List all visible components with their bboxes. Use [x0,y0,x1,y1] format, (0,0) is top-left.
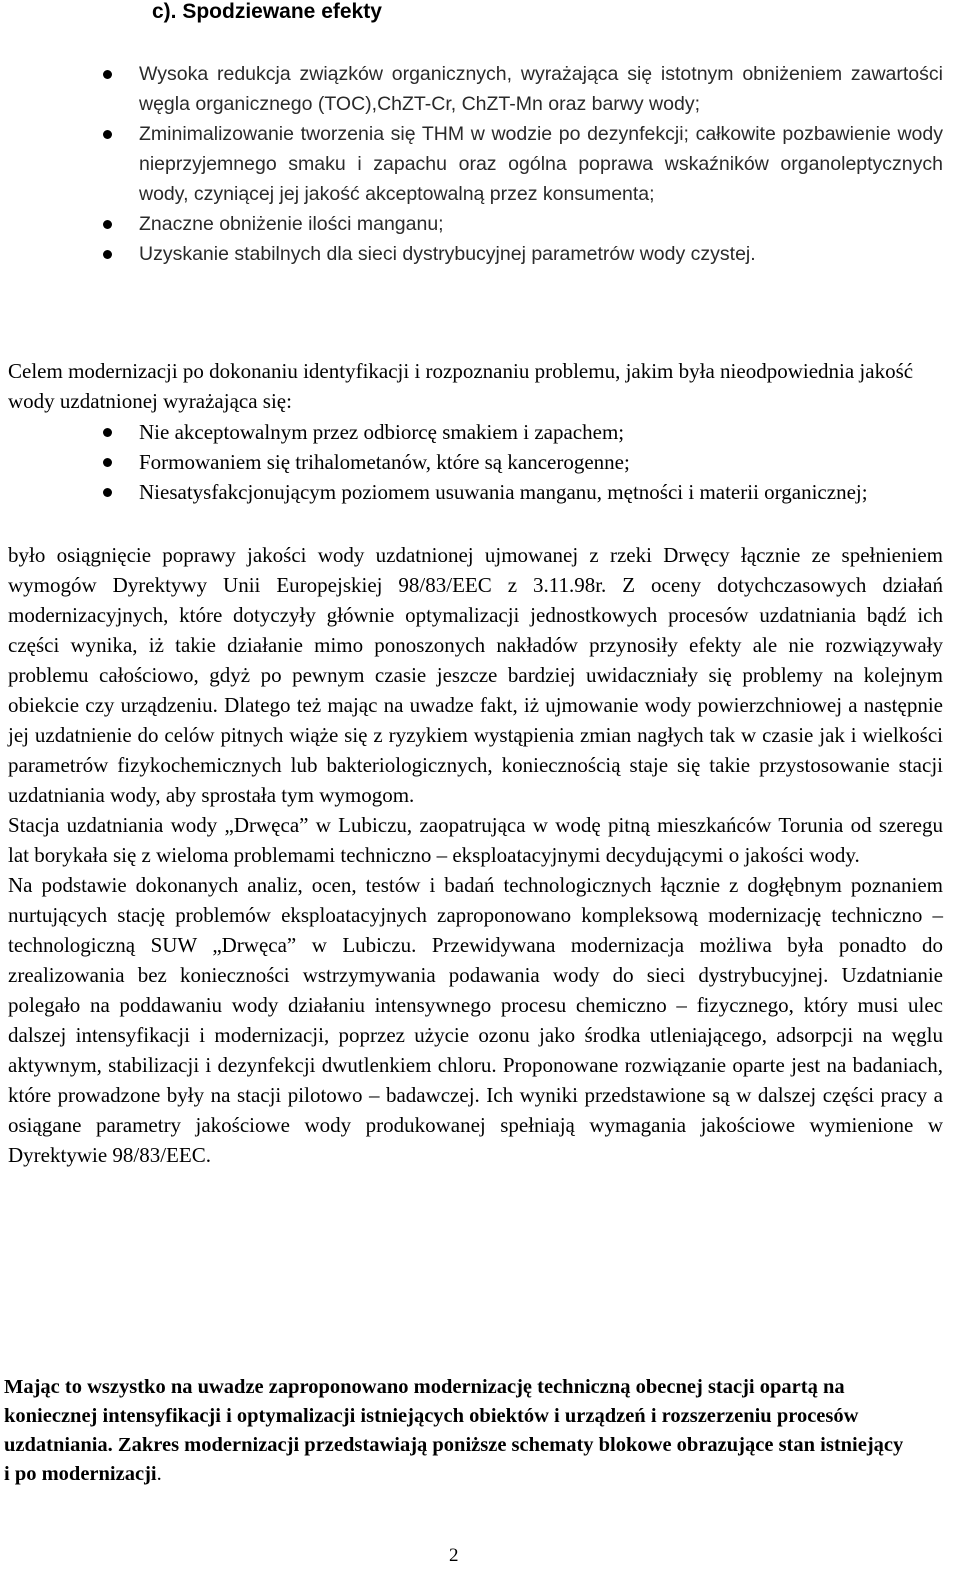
list-item: Uzyskanie stabilnych dla sieci dystrybucyjnej parametrów wody czystej. [103,239,943,269]
list-item: Zminimalizowanie tworzenia się THM w wodzie po dezynfekcji; całkowite pozbawienie wody nieprzyjemnego smaku i zapachu oraz ogólna poprawa wskaźników organoleptycznych wody, czyniącej jej jakość akceptowalną przez konsumenta; [103,119,943,209]
list-item: Znaczne obniżenie ilości manganu; [103,209,943,239]
list-item: Formowaniem się trihalometanów, które są kancerogenne; [103,447,943,477]
water-problems-list [103,417,943,507]
conclusion-bold-text: Mając to wszystko na uwadze zaproponowano modernizację techniczną obecnej stacji opartą na koniecznej intensyfikacji i optymalizacji istniejących obiektów i urządzeń i rozszerzeniu procesów uzdatniania. Zakres modernizacji przedstawiają poniższe schematy blokowe obrazujące stan istniejący i po modernizacji [4,1376,904,1485]
section-heading: c). Spodziewane efekty [152,0,382,23]
body-paragraph: Na podstawie dokonanych analiz, ocen, testów i badań technologicznych łącznie z dogłębnym poznaniem nurtujących stację problemów eksploatacyjnych zaproponowano kompleksową modernizację techniczno – technologiczną SUW „Drwęca” w Lubiczu. Przewidywana modernizacja możliwa była ponadto do zrealizowania bez konieczności wstrzymywania podawania wody do sieci dystrybucyjnej. Uzdatnianie polegało na poddawaniu wody działaniu intensywnego procesu chemiczno – fizycznego, który musi ulec dalszej intensyfikacji i modernizacji, poprzez użycie ozonu jako środka utleniającego, adsorpcji na węglu aktywnym, stabilizacji i dezynfekcji dwutlenkiem chloru. Proponowane rozwiązanie oparte jest na badaniach, które prowadzone były na stacji pilotowo – badawczej. Ich wyniki przedstawione są w dalszej części pracy a osiągane parametry jakościowe wody produkowanej spełniają wymagania jakościowe wymienione w Dyrektywie 98/83/EEC. [8,873,943,1167]
expected-effects-list [103,59,943,269]
intro-paragraph: Celem modernizacji po dokonaniu identyfikacji i rozpoznaniu problemu, jakim była nieodpowiednia jakość wody uzdatnionej wyrażająca się: [8,359,914,413]
conclusion-period: . [156,1463,162,1485]
body-text [8,540,943,1170]
body-paragraph: Stacja uzdatniania wody „Drwęca” w Lubiczu, zaopatrująca w wodę pitną mieszkańców Torunia od szeregu lat borykała się z wieloma problemami techniczno – eksploatacyjnymi decydującymi o jakości wody. [8,813,943,867]
list-item: Nie akceptowalnym przez odbiorcę smakiem i zapachem; [103,417,943,447]
page-number: 2 [449,1545,459,1566]
conclusion-paragraph [4,1373,904,1489]
list-item: Wysoka redukcja związków organicznych, wyrażająca się istotnym obniżeniem zawartości węgla organicznego (TOC),ChZT-Cr, ChZT-Mn oraz barwy wody; [103,59,943,119]
list-item: Niesatysfakcjonującym poziomem usuwania manganu, mętności i materii organicznej; [103,477,943,507]
body-paragraph: było osiągnięcie poprawy jakości wody uzdatnionej ujmowanej z rzeki Drwęcy łącznie ze spełnieniem wymogów Dyrektywy Unii Europejskiej 98/83/EEC z 3.11.98r. Z oceny dotychczasowych działań modernizacyjnych, które dotyczyły głównie optymalizacji jednostkowych procesów uzdatniania bądź ich części wynika, iż takie działanie mimo ponoszonych nakładów przynosiły efekty ale nie rozwiązywały problemu całościowo, gdyż po pewnym czasie jeszcze bardziej uwidaczniały się problemy na kolejnym obiekcie czy urządzeniu. Dlatego też mając na uwadze fakt, iż ujmowanie wody powierzchniowej a następnie jej uzdatnienie do celów pitnych wiąże się z ryzykiem wystąpienia zmian nagłych tak w czasie jak i wielkości parametrów fizykochemicznych lub bakteriologicznych, koniecznością staje się takie przystosowanie stacji uzdatniania wody, aby sprostała tym wymogom. [8,543,943,807]
